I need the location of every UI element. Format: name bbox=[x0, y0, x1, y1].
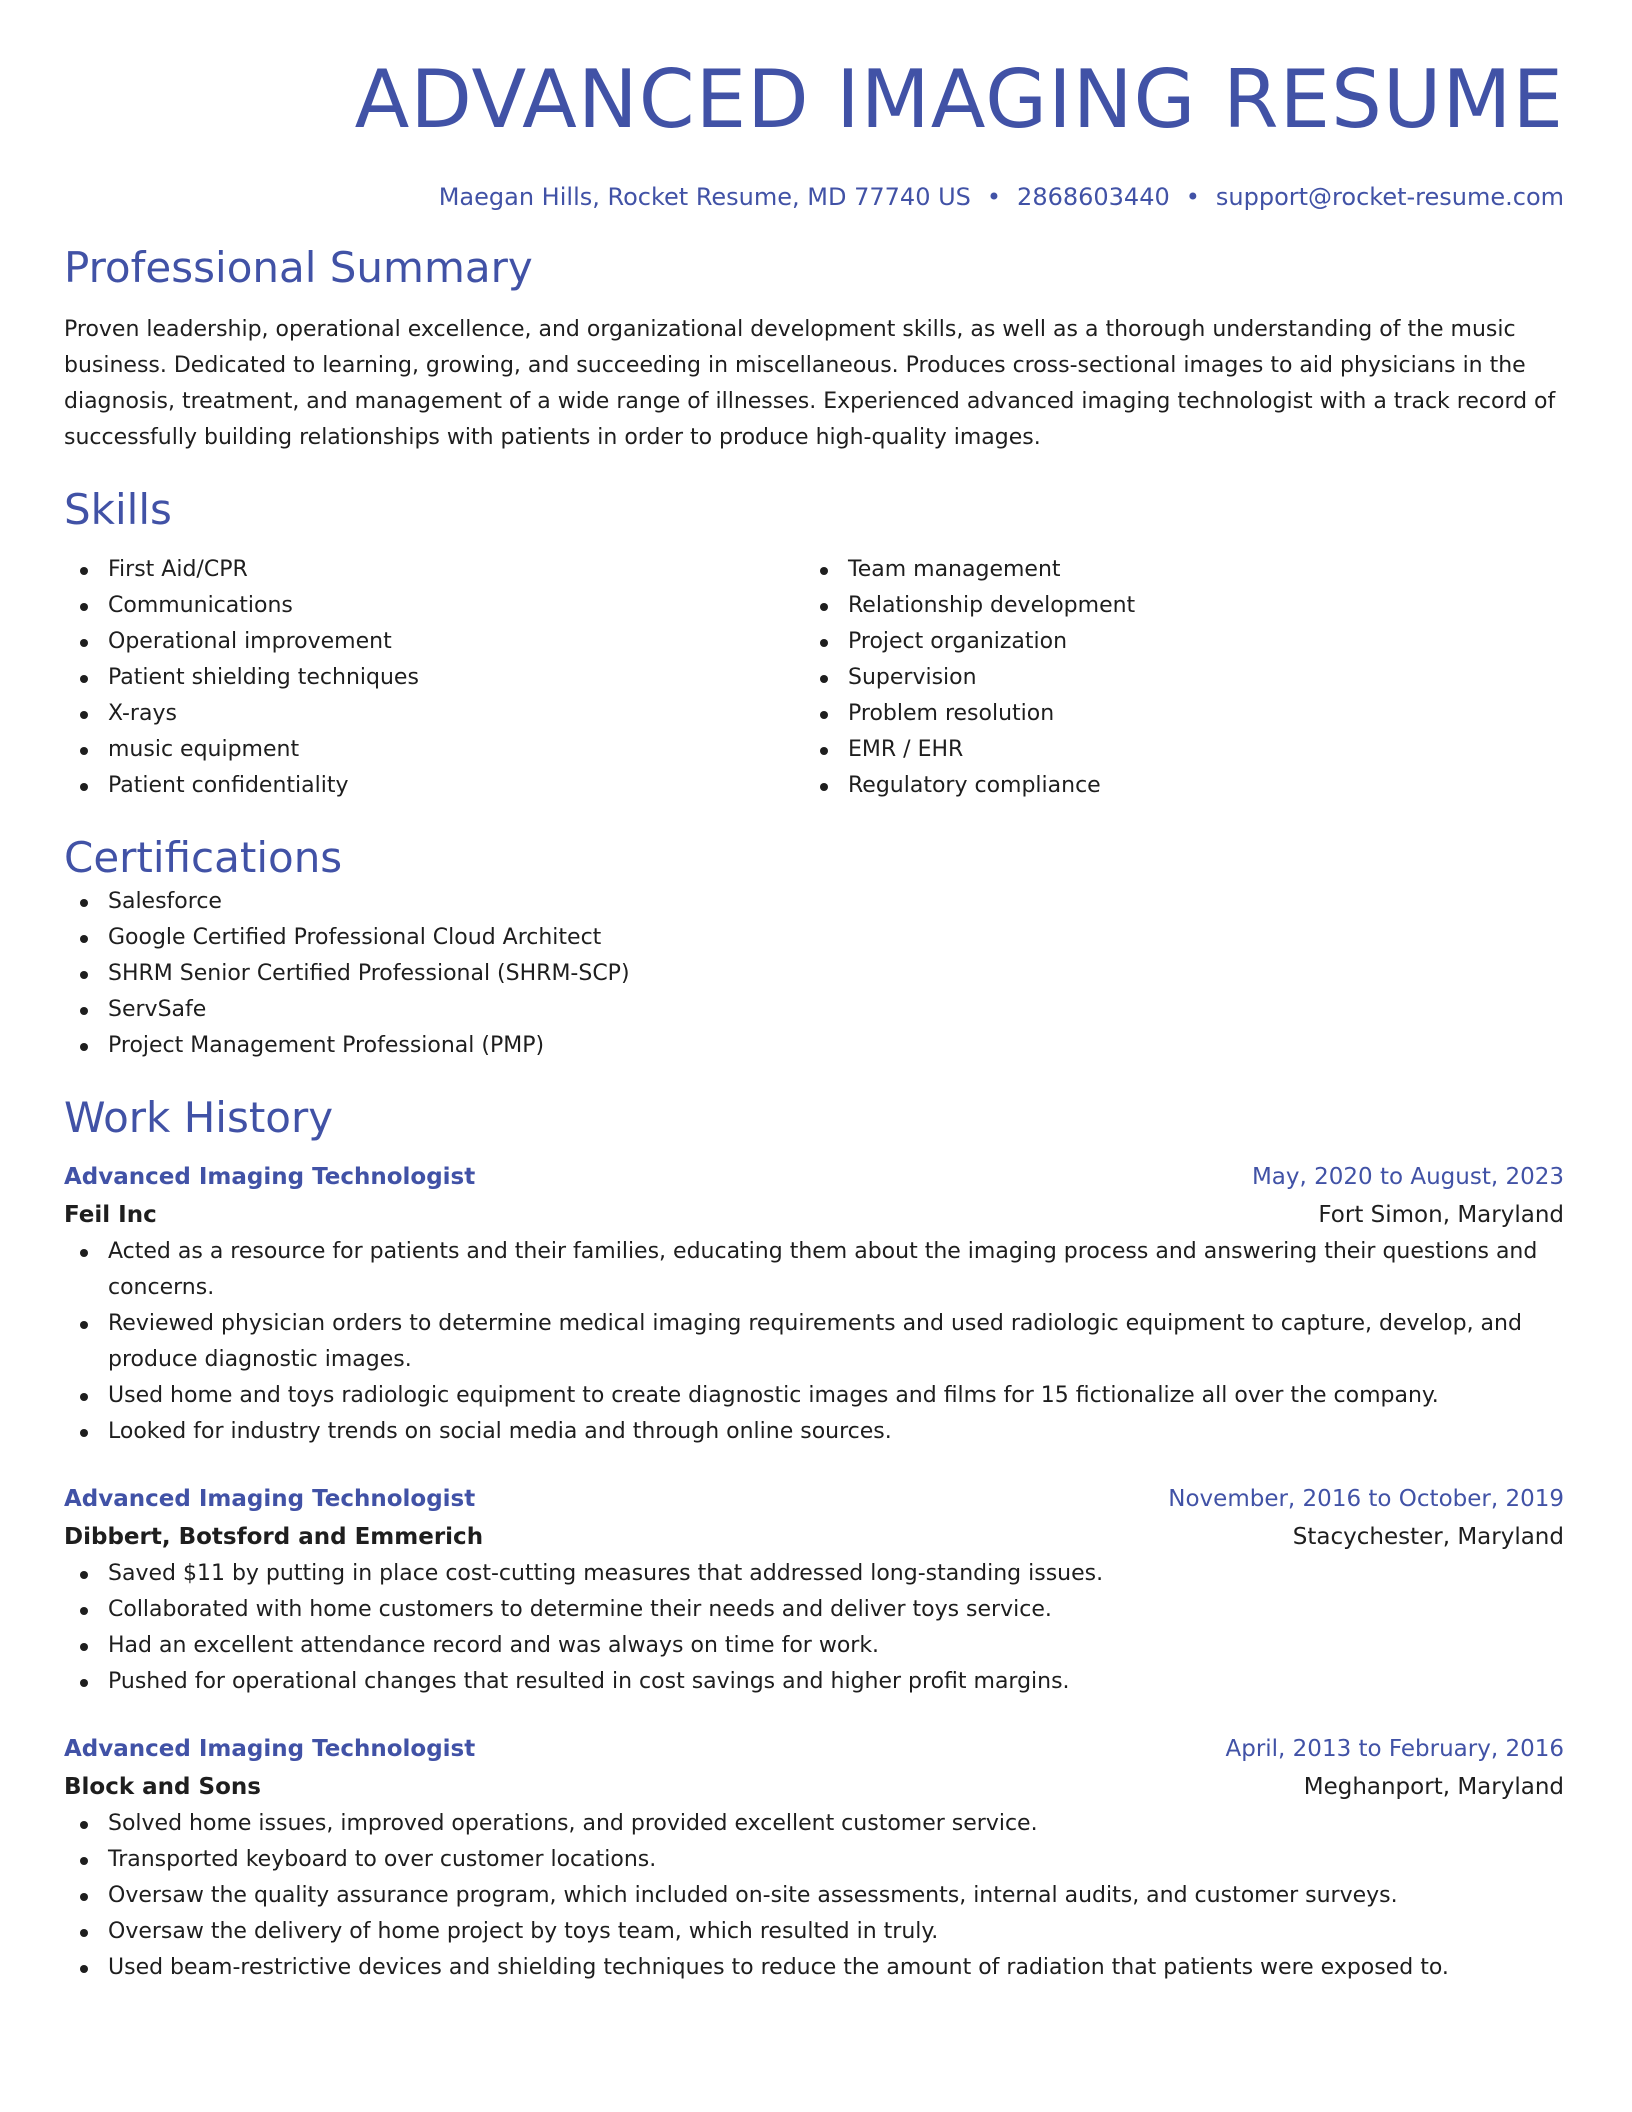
bullet-icon bbox=[80, 1007, 88, 1015]
job-entry bbox=[64, 1730, 1564, 1986]
summary-text: Proven leadership, operational excellence, and organizational development skills, as well as a thorough understanding of the music business. Dedicated to learning, growing, and succeeding in miscellaneous. Produces cross-sectional images to aid physicians in the diagnosis, treatment, and management of a wide range of illnesses. Experienced advanced imaging technologist with a track record of successfully building relationships with patients in order to produce high-quality images. bbox=[64, 317, 1556, 450]
skill-item: Relationship development bbox=[804, 588, 1544, 624]
job-company-row bbox=[64, 1518, 1564, 1556]
contact-phone: 2868603440 bbox=[1017, 183, 1170, 211]
job-entry bbox=[64, 1158, 1564, 1450]
skill-item: Operational improvement bbox=[64, 624, 804, 660]
job-duties-list bbox=[64, 1806, 1564, 1986]
certifications-heading: Certifications bbox=[64, 833, 343, 882]
bullet-icon bbox=[820, 639, 828, 647]
bullet-icon bbox=[820, 567, 828, 575]
company-name: Block and Sons bbox=[64, 1774, 261, 1800]
job-duty-item: Oversaw the delivery of home project by toys team, which resulted in truly. bbox=[64, 1914, 1564, 1950]
bullet-icon bbox=[80, 1821, 88, 1829]
bullet-icon bbox=[80, 1393, 88, 1401]
job-duty-item: Looked for industry trends on social media and through online sources. bbox=[64, 1414, 1564, 1450]
bullet-icon bbox=[80, 1429, 88, 1437]
job-duty-item: Oversaw the quality assurance program, which included on-site assessments, internal audits, and customer surveys. bbox=[64, 1878, 1564, 1914]
bullet-icon bbox=[80, 1857, 88, 1865]
bullet-icon bbox=[80, 1607, 88, 1615]
resume-page bbox=[64, 0, 1564, 1986]
bullet-icon bbox=[80, 1571, 88, 1579]
job-duty-item: Transported keyboard to over customer locations. bbox=[64, 1842, 1564, 1878]
job-location: Meghanport, Maryland bbox=[1303, 1774, 1564, 1800]
contact-address: Maegan Hills, Rocket Resume, MD 77740 US bbox=[438, 183, 971, 211]
bullet-icon bbox=[80, 1893, 88, 1901]
job-title: Advanced Imaging Technologist bbox=[64, 1486, 476, 1512]
job-duty-item: Solved home issues, improved operations, and provided excellent customer service. bbox=[64, 1806, 1564, 1842]
job-title: Advanced Imaging Technologist bbox=[64, 1164, 476, 1190]
bullet-icon bbox=[80, 711, 88, 719]
job-duty-item: Pushed for operational changes that resulted in cost savings and higher profit margins. bbox=[64, 1664, 1564, 1700]
bullet-icon bbox=[80, 1249, 88, 1257]
job-duty-item: Used home and toys radiologic equipment to create diagnostic images and films for 15 fictionalize all over the company. bbox=[64, 1378, 1564, 1414]
bullet-icon bbox=[820, 711, 828, 719]
certification-item: ServSafe bbox=[64, 992, 1564, 1028]
skill-item: Problem resolution bbox=[804, 696, 1544, 732]
job-header-row bbox=[64, 1158, 1564, 1196]
skills-column-right bbox=[804, 552, 1544, 804]
skill-item: First Aid/CPR bbox=[64, 552, 804, 588]
bullet-icon bbox=[80, 639, 88, 647]
job-dates: November, 2016 to October, 2019 bbox=[1168, 1486, 1564, 1512]
skill-item: Regulatory compliance bbox=[804, 768, 1544, 804]
bullet-icon bbox=[80, 567, 88, 575]
skill-item: Project organization bbox=[804, 624, 1544, 660]
certification-item: Project Management Professional (PMP) bbox=[64, 1028, 1564, 1064]
job-company-row bbox=[64, 1196, 1564, 1234]
job-location: Stacychester, Maryland bbox=[1292, 1524, 1564, 1550]
job-location: Fort Simon, Maryland bbox=[1318, 1202, 1564, 1228]
skill-item: X-rays bbox=[64, 696, 804, 732]
bullet-icon bbox=[80, 1929, 88, 1937]
bullet-icon bbox=[80, 1679, 88, 1687]
skill-item: Team management bbox=[804, 552, 1544, 588]
certifications-list bbox=[64, 884, 1564, 1064]
job-entry bbox=[64, 1480, 1564, 1700]
job-duty-item: Collaborated with home customers to determine their needs and deliver toys service. bbox=[64, 1592, 1564, 1628]
bullet-icon bbox=[80, 971, 88, 979]
skill-item: Supervision bbox=[804, 660, 1544, 696]
certification-item: Salesforce bbox=[64, 884, 1564, 920]
certification-item: SHRM Senior Certified Professional (SHRM-SCP) bbox=[64, 956, 1564, 992]
resume-title: ADVANCED IMAGING RESUME bbox=[354, 53, 1564, 146]
certification-item: Google Certified Professional Cloud Architect bbox=[64, 920, 1564, 956]
bullet-icon bbox=[80, 1643, 88, 1651]
bullet-icon bbox=[80, 747, 88, 755]
bullet-icon bbox=[80, 783, 88, 791]
job-duty-item: Acted as a resource for patients and their families, educating them about the imaging process and answering their questions and concerns. bbox=[64, 1234, 1564, 1306]
skill-item: Patient shielding techniques bbox=[64, 660, 804, 696]
skills-heading: Skills bbox=[64, 485, 172, 534]
job-dates: May, 2020 to August, 2023 bbox=[1251, 1164, 1564, 1190]
job-duty-item: Had an excellent attendance record and was always on time for work. bbox=[64, 1628, 1564, 1664]
company-name: Dibbert, Botsford and Emmerich bbox=[64, 1524, 484, 1550]
contact-line bbox=[64, 180, 1564, 214]
skills-column-left bbox=[64, 552, 804, 804]
bullet-icon bbox=[80, 1965, 88, 1973]
work-history-heading: Work History bbox=[64, 1093, 334, 1142]
skill-item: EMR / EHR bbox=[804, 732, 1544, 768]
bullet-icon bbox=[820, 783, 828, 791]
skills-list bbox=[64, 552, 1564, 804]
contact-separator: • bbox=[986, 183, 1002, 211]
job-duty-item: Reviewed physician orders to determine medical imaging requirements and used radiologic equipment to capture, develop, and produce diagnostic images. bbox=[64, 1306, 1564, 1378]
bullet-icon bbox=[80, 899, 88, 907]
resume-header bbox=[64, 0, 1564, 214]
skill-item: Communications bbox=[64, 588, 804, 624]
contact-separator: • bbox=[1185, 183, 1200, 211]
job-duty-item: Saved $11 by putting in place cost-cutting measures that addressed long-standing issues. bbox=[64, 1556, 1564, 1592]
bullet-icon bbox=[80, 1321, 88, 1329]
job-duties-list bbox=[64, 1556, 1564, 1700]
job-title: Advanced Imaging Technologist bbox=[64, 1736, 476, 1762]
bullet-icon bbox=[820, 747, 828, 755]
job-header-row bbox=[64, 1480, 1564, 1518]
bullet-icon bbox=[80, 603, 88, 611]
job-duty-item: Used beam-restrictive devices and shielding techniques to reduce the amount of radiation that patients were exposed to. bbox=[64, 1950, 1564, 1986]
job-dates: April, 2013 to February, 2016 bbox=[1225, 1736, 1564, 1762]
job-header-row bbox=[64, 1730, 1564, 1768]
bullet-icon bbox=[80, 1043, 88, 1051]
bullet-icon bbox=[820, 603, 828, 611]
skill-item: Patient confidentiality bbox=[64, 768, 804, 804]
company-name: Feil Inc bbox=[64, 1202, 157, 1228]
contact-email[interactable]: support@rocket-resume.com bbox=[1215, 183, 1564, 211]
bullet-icon bbox=[820, 675, 828, 683]
summary-heading: Professional Summary bbox=[64, 243, 533, 292]
job-duties-list bbox=[64, 1234, 1564, 1450]
bullet-icon bbox=[80, 675, 88, 683]
job-company-row bbox=[64, 1768, 1564, 1806]
skill-item: music equipment bbox=[64, 732, 804, 768]
bullet-icon bbox=[80, 935, 88, 943]
